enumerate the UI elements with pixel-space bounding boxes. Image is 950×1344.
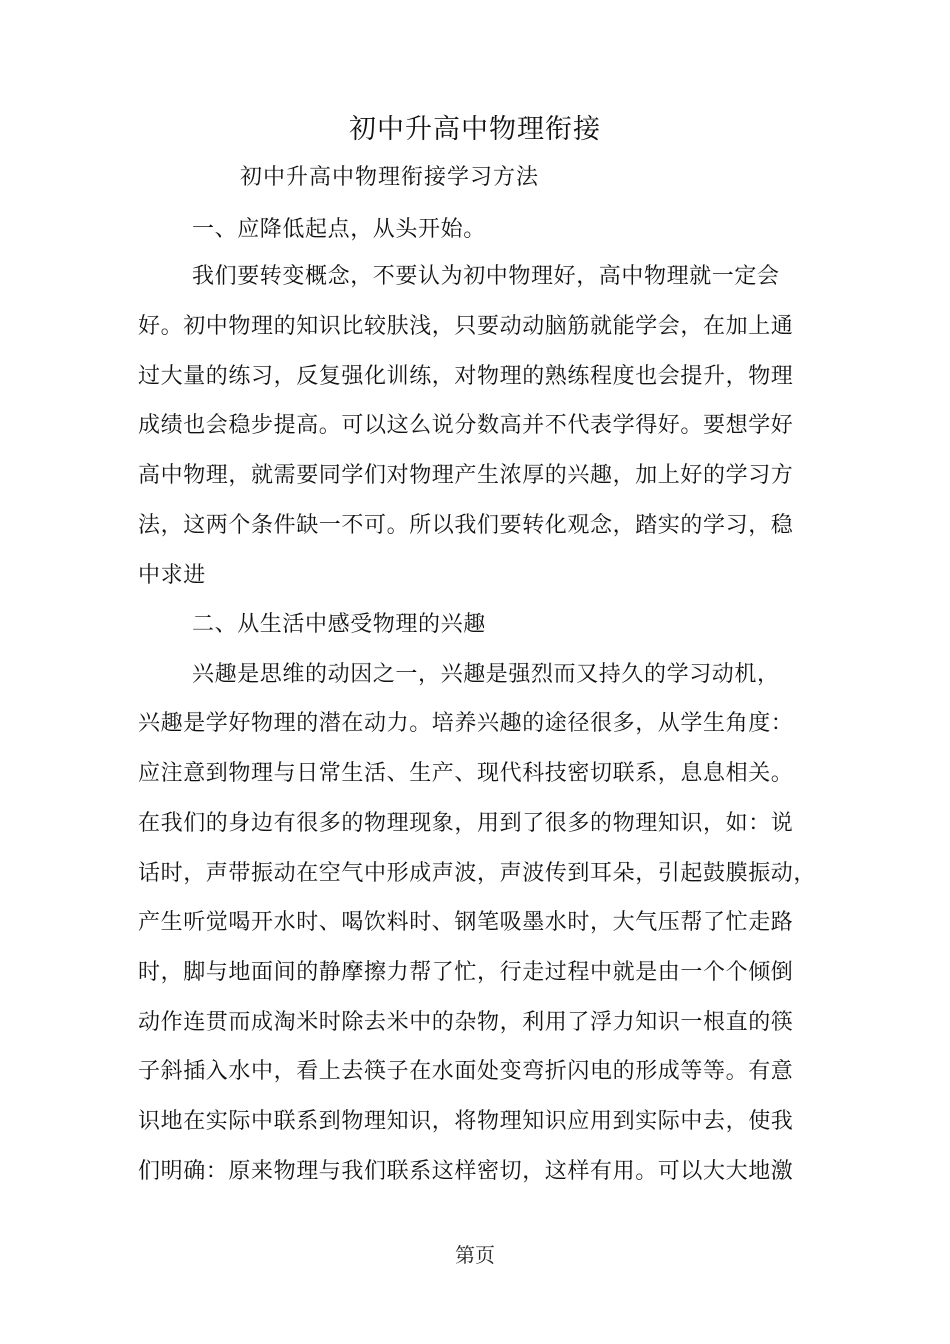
paragraph-line: 产生听觉喝开水时、喝饮料时、钢笔吸墨水时，大气压帮了忙走路 <box>138 910 794 935</box>
paragraph-line: 应注意到物理与日常生活、生产、现代科技密切联系，息息相关。 <box>138 761 794 786</box>
paragraph-line: 中求进 <box>138 563 206 588</box>
document-title: 初中升高中物理衔接 <box>349 114 601 145</box>
paragraph-line: 法，这两个条件缺一不可。所以我们要转化观念，踏实的学习，稳 <box>138 513 794 538</box>
paragraph-line: 成绩也会稳步提高。可以这么说分数高并不代表学得好。要想学好 <box>138 413 794 438</box>
paragraph-line: 识地在实际中联系到物理知识，将物理知识应用到实际中去，使我 <box>138 1109 794 1134</box>
paragraph-line: 我们要转变概念，不要认为初中物理好，高中物理就一定会 <box>192 264 780 289</box>
paragraph-line: 过大量的练习，反复强化训练，对物理的熟练程度也会提升，物理 <box>138 364 794 389</box>
paragraph-line: 在我们的身边有很多的物理现象，用到了很多的物理知识，如：说 <box>138 811 794 836</box>
section-heading-1: 一、应降低起点，从头开始。 <box>192 217 486 242</box>
paragraph-line: 子斜插入水中，看上去筷子在水面处变弯折闪电的形成等等。有意 <box>138 1059 794 1084</box>
paragraph-line: 们明确：原来物理与我们联系这样密切，这样有用。可以大大地激 <box>138 1159 794 1184</box>
document-subtitle: 初中升高中物理衔接学习方法 <box>240 165 540 190</box>
paragraph-line: 好。初中物理的知识比较肤浅，只要动动脑筋就能学会，在加上通 <box>138 314 794 339</box>
paragraph-line: 兴趣是学好物理的潜在动力。培养兴趣的途径很多，从学生角度： <box>138 711 794 736</box>
page-footer: 第页 <box>455 1243 495 1267</box>
paragraph-line: 兴趣是思维的动因之一，兴趣是强烈而又持久的学习动机， <box>192 662 780 687</box>
paragraph-line: 话时，声带振动在空气中形成声波，声波传到耳朵，引起鼓膜振动， <box>138 861 817 886</box>
paragraph-line: 动作连贯而成淘米时除去米中的杂物，利用了浮力知识一根直的筷 <box>138 1010 794 1035</box>
section-heading-2: 二、从生活中感受物理的兴趣 <box>192 612 486 637</box>
paragraph-line: 高中物理，就需要同学们对物理产生浓厚的兴趣，加上好的学习方 <box>138 463 794 488</box>
paragraph-line: 时，脚与地面间的静摩擦力帮了忙，行走过程中就是由一个个倾倒 <box>138 960 794 985</box>
